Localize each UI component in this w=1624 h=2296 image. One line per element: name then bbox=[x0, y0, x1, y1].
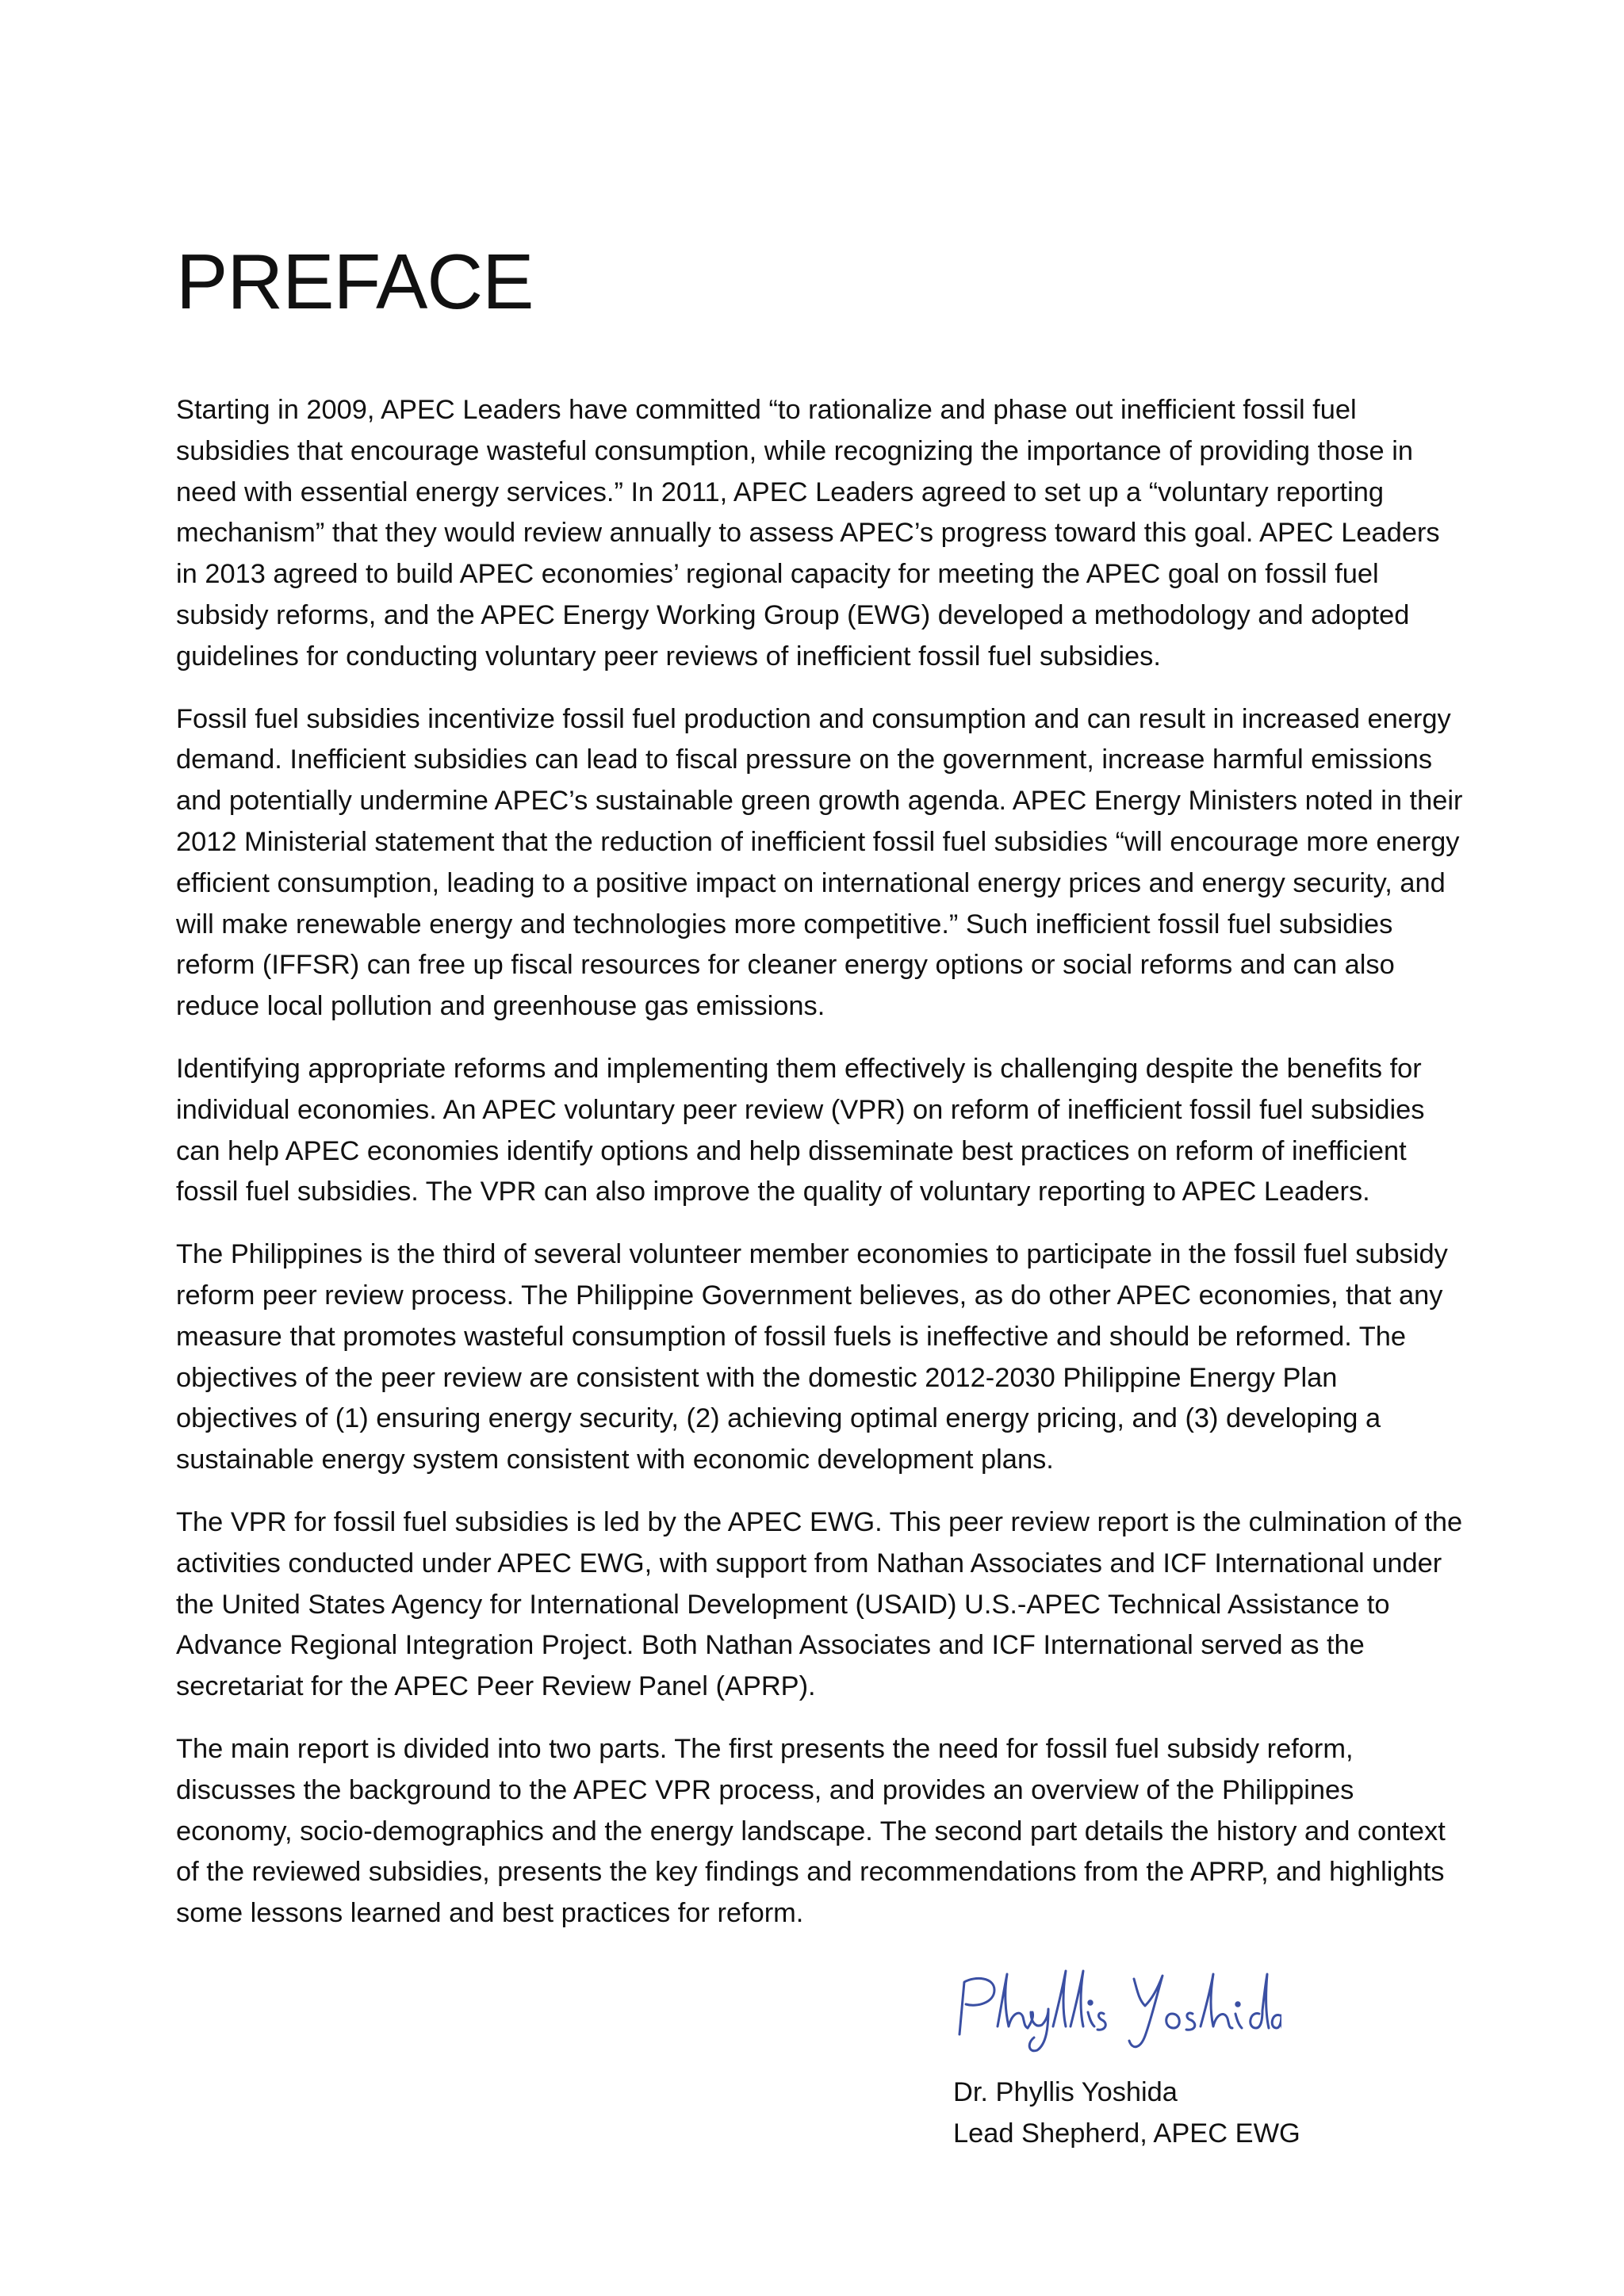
handwritten-signature bbox=[948, 1961, 1281, 2057]
paragraph: Starting in 2009, APEC Leaders have committed “to rationalize and phase out inefficient fossil fuel subsidies that encourage wasteful consumption, while recognizing the importance of providing those in need with essential energy services.” In 2011, APEC Leaders agreed to set up a “voluntary reporting mechanism” that they would review annually to assess APEC’s progress toward this goal. APEC Leaders in 2013 agreed to build APEC economies’ regional capacity for meeting the APEC goal on fossil fuel subsidy reforms, and the APEC Energy Working Group (EWG) developed a methodology and adopted guidelines for conducting voluntary peer reviews of inefficient fossil fuel subsidies. bbox=[176, 395, 1440, 672]
paragraph: The Philippines is the third of several volunteer member economies to participate in the fossil fuel subsidy reform peer review process. The Philippine Government believes, as do other APEC economies, that any measure that promotes wasteful consumption of fossil fuels is ineffective and should be reformed. The objectives of the peer review are consistent with the domestic 2012-2030 Philippine Energy Plan objectives of (1) ensuring energy security, (2) achieving optimal energy pricing, and (3) developing a sustainable energy system consistent with economic development plans. bbox=[176, 1239, 1448, 1475]
signer-name: Dr. Phyllis Yoshida bbox=[953, 2077, 1178, 2107]
paragraph: Fossil fuel subsidies incentivize fossil fuel production and consumption and can result in increased energy demand. Inefficient subsidies can lead to fiscal pressure on the government, increase harmful emissions and potentially undermine APEC’s sustainable green growth agenda. APEC Energy Ministers noted in their 2012 Ministerial statement that the reduction of inefficient fossil fuel subsidies “will encourage more energy efficient consumption, leading to a positive impact on international energy prices and energy security, and will make renewable energy and technologies more competitive.” Such inefficient fossil fuel subsidies reform (IFFSR) can free up fiscal resources for cleaner energy options or social reforms and can also reduce local pollution and greenhouse gas emissions. bbox=[176, 703, 1463, 1022]
signer-role: Lead Shepherd, APEC EWG bbox=[953, 2118, 1300, 2149]
paragraph: The VPR for fossil fuel subsidies is led by the APEC EWG. This peer review report is the culmination of the activities conducted under APEC EWG, with support from Nathan Associates and ICF International under the United States Agency for International Development (USAID) U.S.-APEC Technical Assistance to Advance Regional Integration Project. Both Nathan Associates and ICF International served as the secretariat for the APEC Peer Review Panel (APRP). bbox=[176, 1506, 1463, 1702]
signer-block bbox=[953, 2072, 1300, 2155]
page-title: PREFACE bbox=[176, 238, 534, 325]
paragraph: The main report is divided into two parts. The first presents the need for fossil fuel subsidy reform, discusses the background to the APEC VPR process, and provides an overview of the Philippines economy, socio-demographics and the energy landscape. The second part details the history and context of the reviewed subsidies, presents the key findings and recommendations from the APRP, and highlights some lessons learned and best practices for reform. bbox=[176, 1733, 1446, 1929]
preface-body bbox=[176, 390, 1465, 1956]
paragraph: Identifying appropriate reforms and implementing them effectively is challenging despite the benefits for individual economies. An APEC voluntary peer review (VPR) on reform of inefficient fossil fuel subsidies can help APEC economies identify options and help disseminate best practices on reform of inefficient fossil fuel subsidies. The VPR can also improve the quality of voluntary reporting to APEC Leaders. bbox=[176, 1053, 1425, 1207]
signature-graphic bbox=[948, 1961, 1281, 2057]
